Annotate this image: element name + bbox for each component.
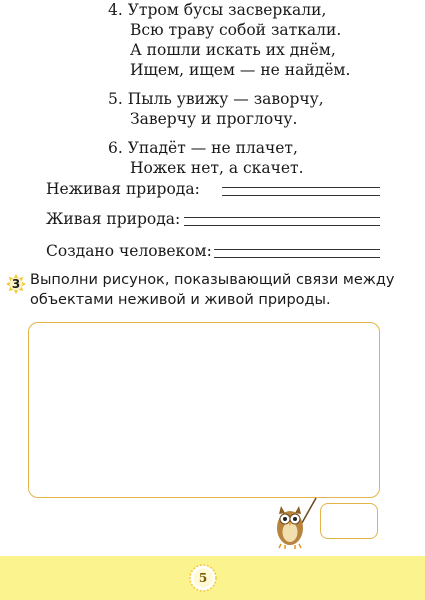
- riddle-number: 5.: [108, 90, 123, 108]
- riddle-line: Упадёт — не плачет,: [127, 139, 298, 157]
- answer-line[interactable]: [222, 195, 380, 196]
- answer-line[interactable]: [222, 187, 380, 188]
- fill-in-nonliving: [46, 174, 380, 200]
- task-number: 3: [11, 277, 21, 291]
- owl-with-pointer-icon: [272, 492, 322, 554]
- riddle-4: [108, 0, 350, 80]
- riddle-line: Пыль увижу — заворчу,: [127, 90, 324, 108]
- drawing-area[interactable]: [28, 322, 380, 498]
- fill-in-label: Создано человеком:: [46, 242, 212, 260]
- riddle-line: Ножек нет, а скачет.: [130, 159, 304, 177]
- riddle-5: [108, 89, 350, 129]
- page-number-badge: [189, 564, 217, 592]
- fill-in-label: Неживая природа:: [46, 180, 200, 198]
- sun-badge-icon: [6, 274, 26, 294]
- fill-in-label: Живая природа:: [46, 210, 181, 228]
- task-line: Выполни рисунок, показывающий связи между: [30, 272, 395, 288]
- riddle-line: А пошли искать их днём,: [130, 41, 336, 59]
- answer-line[interactable]: [184, 217, 380, 218]
- riddles-block: [108, 0, 350, 187]
- task-line: объектами неживой и живой природы.: [30, 292, 331, 308]
- riddle-line: Утром бусы засверкали,: [127, 1, 327, 19]
- task-text: [30, 270, 410, 310]
- riddle-number: 6.: [108, 139, 123, 157]
- fill-in-living: [46, 204, 380, 230]
- riddle-line: Ищем, ищем — не найдём.: [130, 61, 351, 79]
- page-number: 5: [198, 571, 208, 585]
- grade-box[interactable]: [320, 503, 378, 539]
- answer-line[interactable]: [214, 249, 380, 250]
- fill-in-man-made: [46, 236, 380, 262]
- riddle-line: Всю траву собой заткали.: [130, 21, 342, 39]
- riddle-6: [108, 138, 350, 178]
- riddle-line: Заверчу и проглочу.: [130, 110, 298, 128]
- riddle-number: 4.: [108, 1, 123, 19]
- answer-line[interactable]: [214, 257, 380, 258]
- answer-line[interactable]: [184, 225, 380, 226]
